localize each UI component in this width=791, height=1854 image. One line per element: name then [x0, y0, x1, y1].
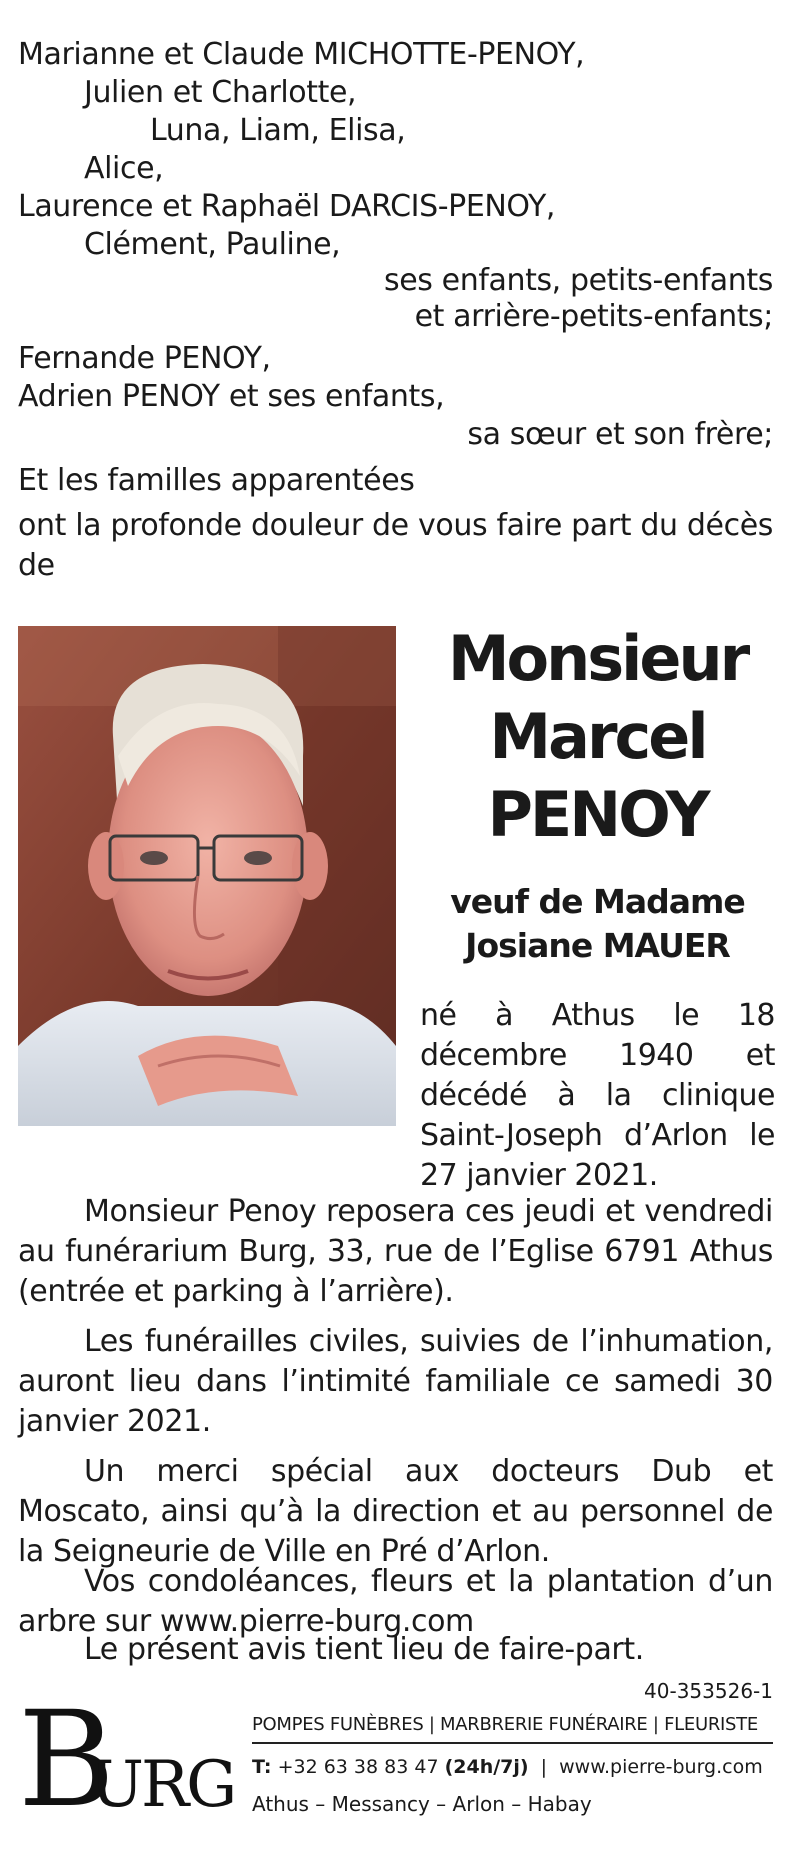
family-line-8: et arrière-petits-enfants; — [414, 299, 773, 334]
birth-death-text: né à Athus le 18 décembre 1940 et décédé à la clinique Saint-Joseph d’Arlon le 27 janvier 2021. — [420, 998, 775, 1193]
paragraph-condolences-text: Vos condoléances, fleurs et la plantation d’un arbre sur www.pierre-burg.com — [18, 1564, 773, 1639]
deceased-title: Monsieur — [447, 622, 748, 695]
contact-separator: | — [540, 1756, 548, 1778]
paragraph-notice-text: Le présent avis tient lieu de faire-part. — [84, 1632, 644, 1667]
paragraph-thanks — [18, 1452, 773, 1572]
widow-line-1: veuf de Madame — [450, 882, 745, 921]
phone-label: T: — [252, 1756, 272, 1778]
paragraph-notice — [18, 1630, 773, 1670]
portrait-photo — [18, 626, 396, 1126]
paragraph-funeral-text: Les funérailles civiles, suivies de l’inhumation, auront lieu dans l’intimité familiale ce samedi 30 janvier 2021. — [18, 1324, 773, 1439]
intro-text: ont la profonde douleur de vous faire part du décès de — [18, 508, 773, 583]
burg-logo — [18, 1683, 238, 1837]
website-link[interactable]: www.pierre-burg.com — [559, 1756, 763, 1778]
logo-big-letter: B — [18, 1683, 116, 1837]
paragraph-thanks-text: Un merci spécial aux docteurs Dub et Moscato, ainsi qu’à la direction et au personnel de la Seigneurie de Ville en Pré d’Arlon. — [18, 1454, 773, 1569]
family-line-3: Luna, Liam, Elisa, — [150, 113, 406, 148]
family-line-2: Julien et Charlotte, — [84, 75, 357, 110]
logo-small-letters: URG — [90, 1748, 235, 1822]
footer-locations: Athus – Messancy – Arlon – Habay — [252, 1792, 592, 1816]
family-line-5: Laurence et Raphaël DARCIS-PENOY, — [18, 189, 556, 224]
paragraph-viewing-text: Monsieur Penoy reposera ces jeudi et vendredi au funérarium Burg, 33, rue de l’Eglise 6791 Athus (entrée et parking à l’arrière). — [18, 1194, 773, 1309]
family-line-4: Alice, — [84, 151, 164, 186]
family-line-1: Marianne et Claude MICHOTTE-PENOY, — [18, 37, 585, 72]
family-line-11: sa sœur et son frère; — [467, 417, 773, 452]
paragraph-viewing — [18, 1192, 773, 1312]
footer-services: POMPES FUNÈBRES | MARBRERIE FUNÉRAIRE | FLEURISTE — [252, 1714, 758, 1735]
family-line-7: ses enfants, petits-enfants — [384, 263, 773, 298]
phone-hours: (24h/7j) — [444, 1756, 529, 1778]
deceased-first-name: Marcel — [489, 700, 706, 773]
family-line-10: Adrien PENOY et ses enfants, — [18, 379, 445, 414]
footer-divider — [252, 1742, 773, 1744]
reference-number: 40-353526-1 — [644, 1679, 773, 1703]
paragraph-funeral — [18, 1322, 773, 1442]
family-line-9: Fernande PENOY, — [18, 341, 271, 376]
deceased-last-name: PENOY — [487, 778, 708, 851]
family-line-6: Clément, Pauline, — [84, 227, 341, 262]
footer-contact — [252, 1756, 763, 1778]
widow-line-2: Josiane MAUER — [465, 926, 730, 965]
phone-number[interactable]: +32 63 38 83 47 — [277, 1756, 439, 1778]
family-line-12: Et les familles apparentées — [18, 463, 415, 498]
